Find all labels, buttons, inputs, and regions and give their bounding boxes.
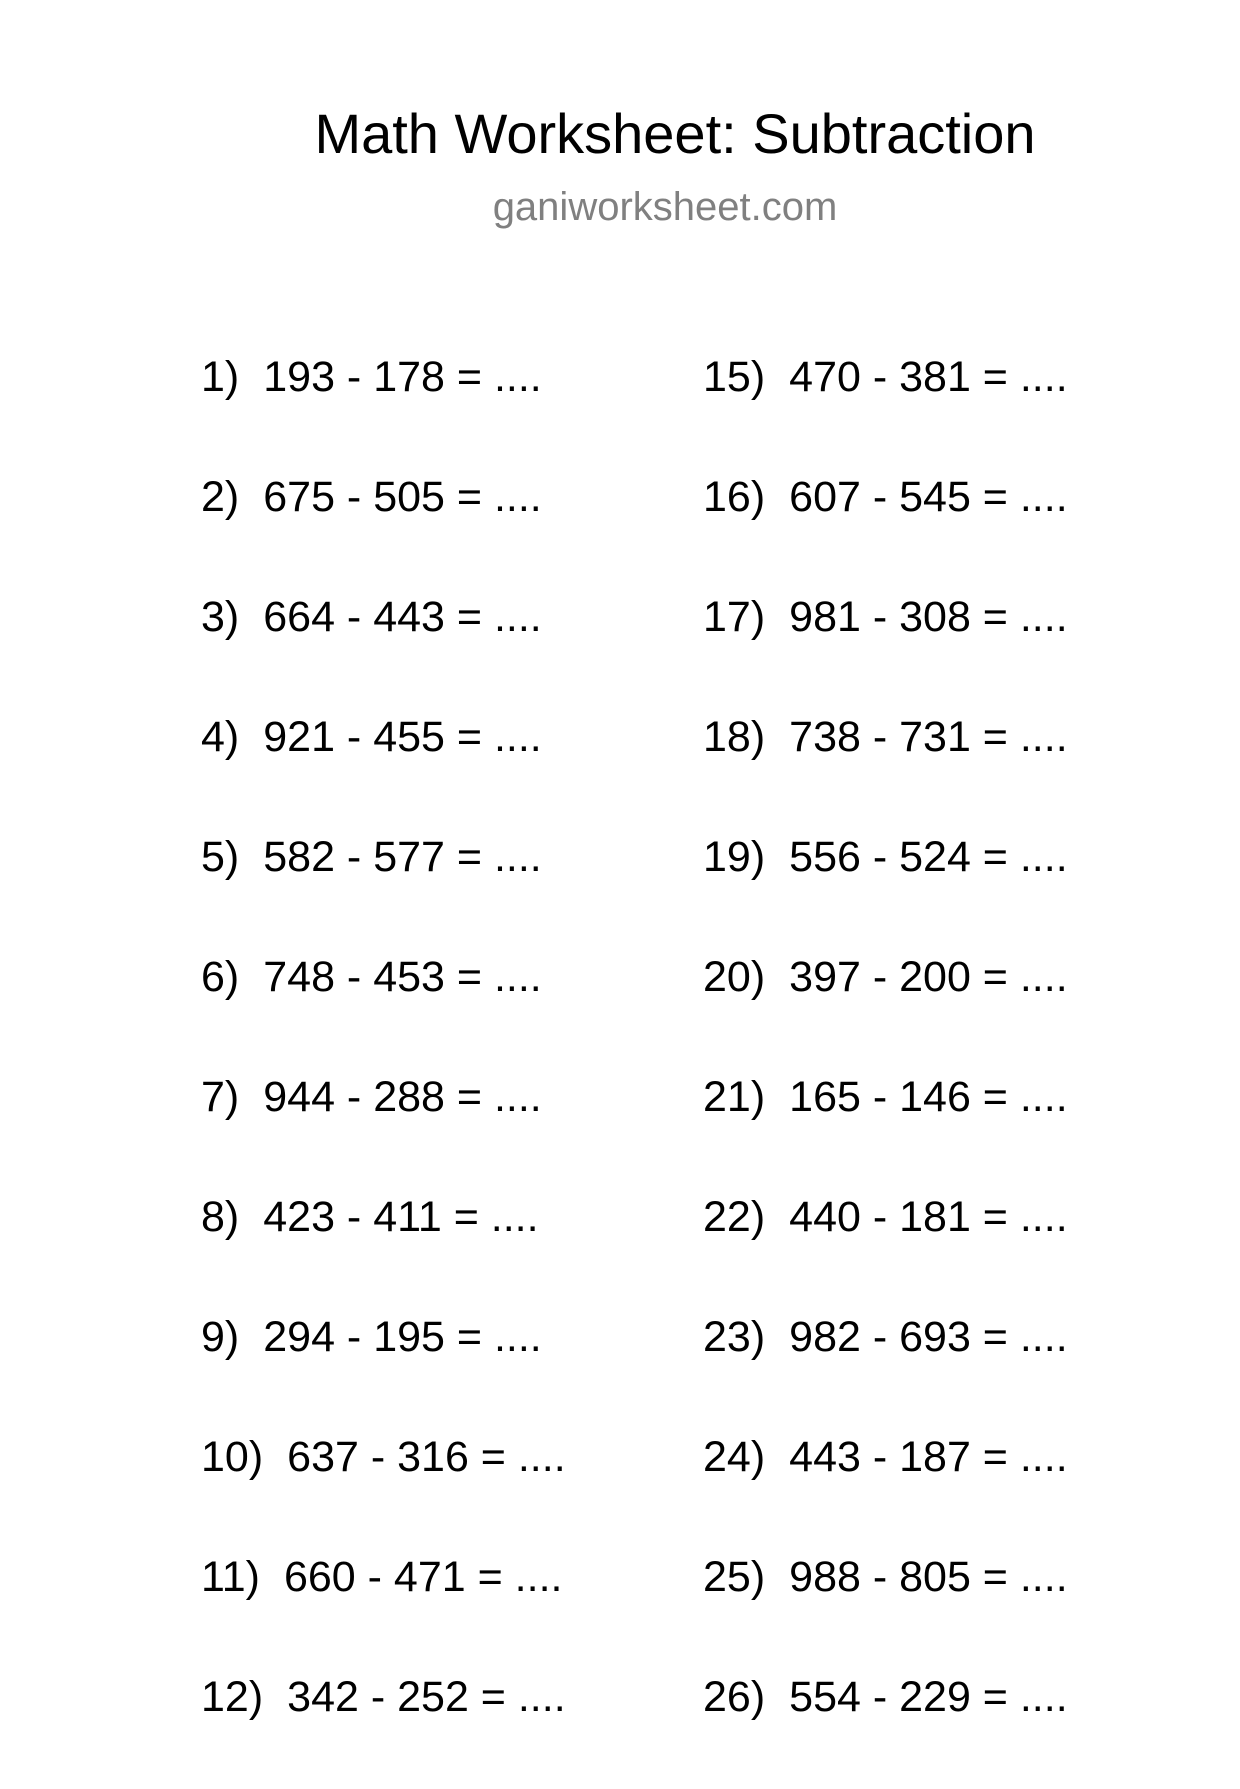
problem-expression: 443 - 187 = .... [789, 1433, 1068, 1481]
problem-number: 24) [703, 1433, 766, 1481]
problem-item [703, 949, 1068, 1069]
problem-item [703, 1549, 1068, 1669]
problem-expression: 921 - 455 = .... [263, 713, 542, 761]
problem-item [201, 1549, 566, 1669]
problem-number: 10) [201, 1433, 264, 1481]
problem-item [201, 1429, 566, 1549]
problem-item [201, 469, 566, 589]
problem-number: 26) [703, 1673, 766, 1721]
problem-number: 2) [201, 473, 240, 521]
problem-number: 12) [201, 1673, 264, 1721]
problem-item [703, 1069, 1068, 1189]
problem-expression: 556 - 524 = .... [789, 833, 1068, 881]
problem-item [703, 349, 1068, 469]
problem-item [201, 949, 566, 1069]
problem-expression: 988 - 805 = .... [789, 1553, 1068, 1601]
problem-expression: 982 - 693 = .... [789, 1313, 1068, 1361]
problem-item [703, 1309, 1068, 1429]
problem-expression: 660 - 471 = .... [283, 1553, 563, 1601]
problem-item [703, 709, 1068, 829]
problem-expression: 944 - 288 = .... [263, 1073, 542, 1121]
problem-number: 5) [201, 833, 240, 881]
problem-number: 6) [201, 953, 240, 1001]
problem-column-left [201, 349, 566, 1789]
problem-expression: 193 - 178 = .... [263, 353, 542, 401]
problem-item [201, 1669, 566, 1789]
problem-item [201, 589, 566, 709]
problem-expression: 342 - 252 = .... [287, 1673, 566, 1721]
problem-number: 9) [201, 1313, 240, 1361]
problem-number: 21) [703, 1073, 766, 1121]
problem-number: 16) [703, 473, 766, 521]
problem-expression: 165 - 146 = .... [789, 1073, 1068, 1121]
site-name: ganiworksheet.com [492, 185, 838, 229]
problem-expression: 748 - 453 = .... [263, 953, 542, 1001]
problem-item [703, 829, 1068, 949]
problem-number: 17) [703, 593, 766, 641]
problem-expression: 738 - 731 = .... [789, 713, 1068, 761]
problem-item [703, 1669, 1068, 1789]
problem-number: 15) [703, 353, 766, 401]
problem-expression: 637 - 316 = .... [287, 1433, 566, 1481]
problem-number: 3) [201, 593, 240, 641]
problem-number: 22) [703, 1193, 766, 1241]
problem-item [703, 1189, 1068, 1309]
problem-number: 7) [201, 1073, 240, 1121]
problem-item [201, 1069, 566, 1189]
problem-expression: 554 - 229 = .... [789, 1673, 1068, 1721]
problem-item [201, 1189, 566, 1309]
problem-expression: 607 - 545 = .... [789, 473, 1068, 521]
problem-item [201, 829, 566, 949]
problem-expression: 440 - 181 = .... [789, 1193, 1068, 1241]
problem-item [201, 349, 566, 469]
problem-column-right [703, 349, 1068, 1789]
problem-expression: 582 - 577 = .... [263, 833, 542, 881]
problem-number: 25) [703, 1553, 766, 1601]
problem-expression: 423 - 411 = .... [263, 1193, 539, 1241]
problem-item [703, 589, 1068, 709]
problem-item [703, 1429, 1068, 1549]
problem-number: 8) [201, 1193, 240, 1241]
problem-expression: 294 - 195 = .... [263, 1313, 542, 1361]
problem-number: 19) [703, 833, 766, 881]
problem-number: 20) [703, 953, 766, 1001]
problem-item [703, 469, 1068, 589]
problem-item [201, 1309, 566, 1429]
problem-expression: 470 - 381 = .... [789, 353, 1068, 401]
problem-expression: 664 - 443 = .... [263, 593, 542, 641]
problem-number: 1) [201, 353, 240, 401]
problem-number: 11) [201, 1553, 260, 1601]
problem-item [201, 709, 566, 829]
problem-number: 18) [703, 713, 766, 761]
problem-expression: 675 - 505 = .... [263, 473, 542, 521]
worksheet-title: Math Worksheet: Subtraction [314, 102, 1036, 165]
problem-expression: 981 - 308 = .... [789, 593, 1068, 641]
problem-number: 23) [703, 1313, 766, 1361]
problem-number: 4) [201, 713, 240, 761]
problem-expression: 397 - 200 = .... [789, 953, 1068, 1001]
